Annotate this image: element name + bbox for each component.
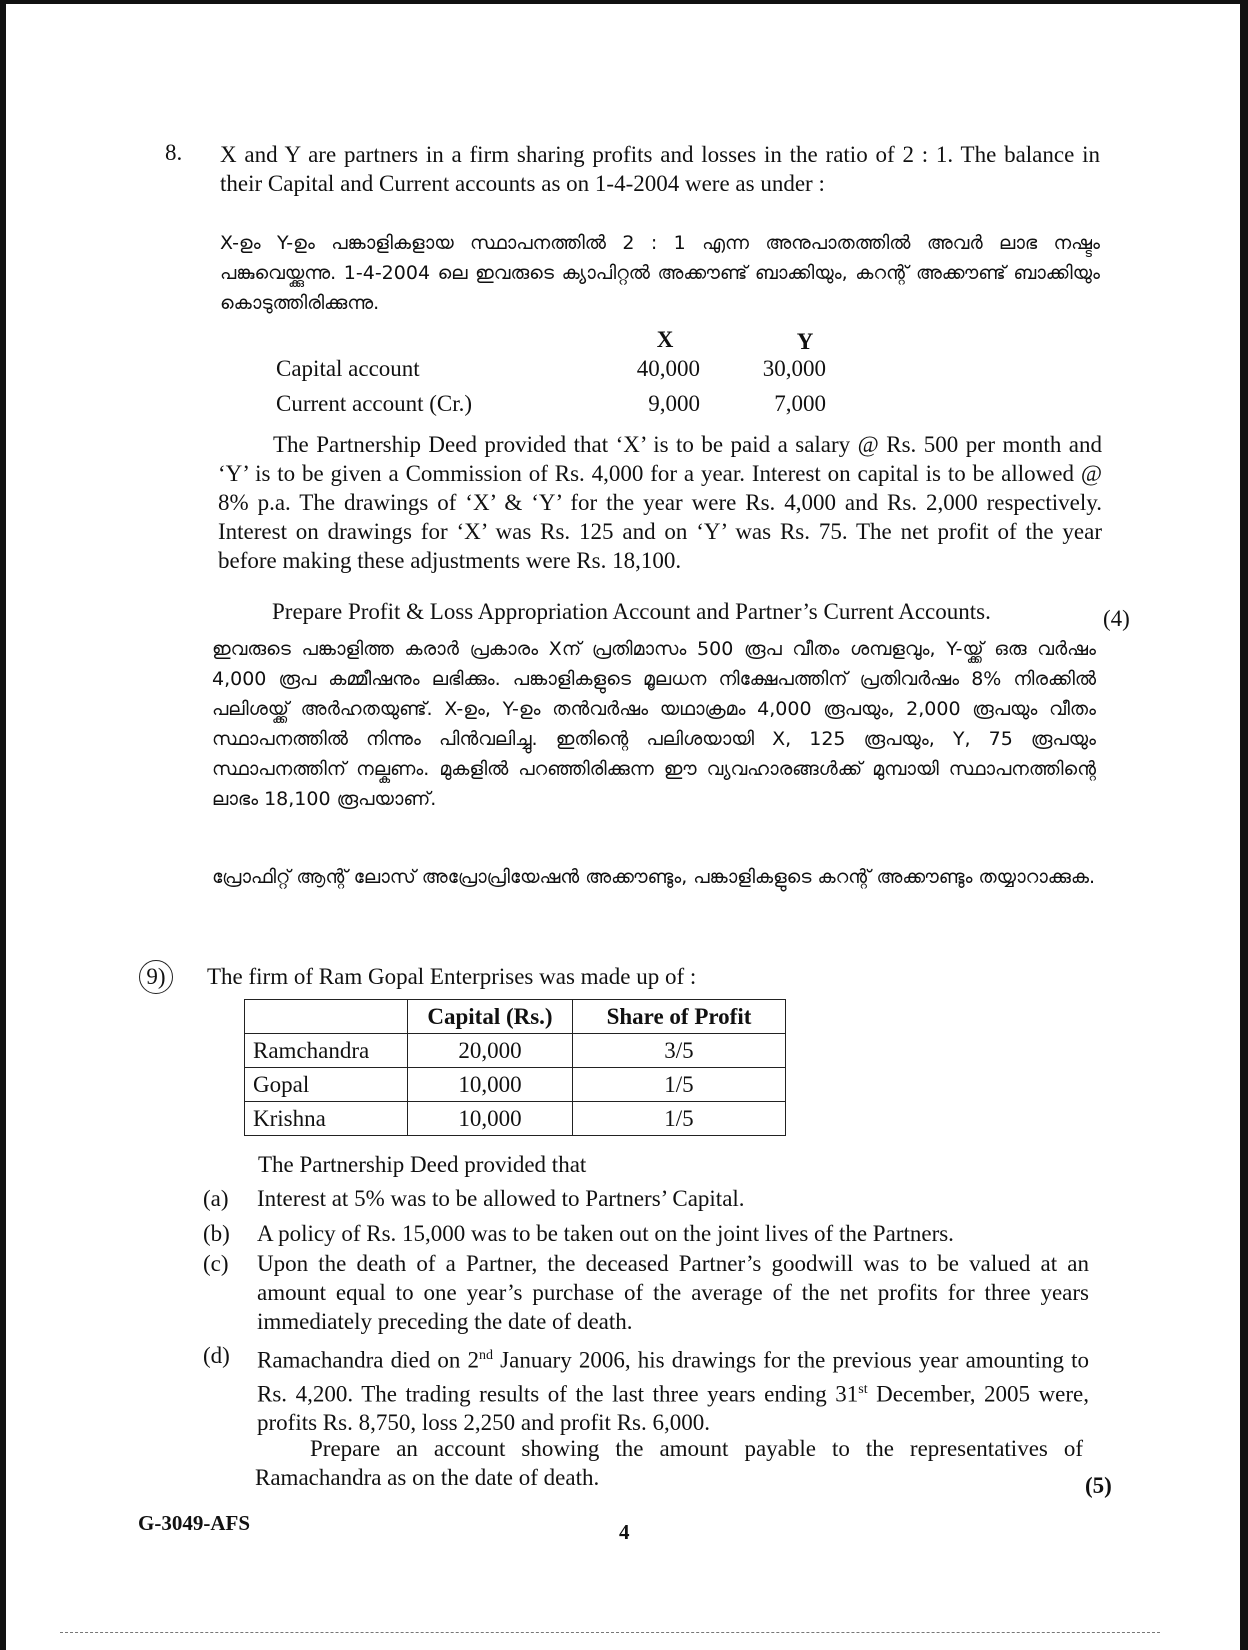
exam-code: G-3049-AFS xyxy=(138,1511,250,1535)
deed-item-text: Interest at 5% was to be allowed to Partners’ Capital. xyxy=(257,1186,745,1211)
table-row xyxy=(245,1102,786,1136)
bottom-scan-line xyxy=(60,1632,1160,1633)
question-9-marks: (5) xyxy=(1085,1473,1112,1498)
accounts-col-x-header: X xyxy=(656,327,674,352)
deed-item-b xyxy=(203,1219,1089,1249)
deed-item-letter: (c) xyxy=(203,1251,229,1276)
deed-item-a xyxy=(203,1184,1089,1214)
question-8-intro-en: X and Y are partners in a firm sharing profits and losses in the ratio of 2 : 1. The balance in their Capital and Current accounts as on 1-4-2004 were as under : xyxy=(220,142,1100,196)
question-9-intro: The firm of Ram Gopal Enterprises was made up of : xyxy=(207,964,697,989)
ordinal-suffix: st xyxy=(858,1381,868,1397)
capital-share-table xyxy=(244,999,786,1136)
partner-capital: 10,000 xyxy=(408,1068,573,1102)
question-9-deed-intro: The Partnership Deed provided that xyxy=(258,1152,587,1177)
table-header-row xyxy=(245,1000,786,1034)
deed-item-text xyxy=(257,1341,1089,1437)
partner-share: 1/5 xyxy=(573,1102,786,1136)
partner-share: 3/5 xyxy=(573,1034,786,1068)
partner-name: Krishna xyxy=(245,1102,408,1136)
capital-account-x: 40,000 xyxy=(636,356,700,381)
partner-share: 1/5 xyxy=(573,1068,786,1102)
deed-item-letter: (b) xyxy=(203,1221,230,1246)
table-row xyxy=(245,1034,786,1068)
question-8-deed-ml: ഇവരുടെ പങ്കാളിത്ത കരാർ പ്രകാരം Xന് പ്രതിമാസം 500 രൂപ വീതം ശമ്പളവും, Y-യ്ക്ക് ഒരു വർഷം 4,000 രൂപ കമ്മീഷനും ലഭിക്കും. പങ്കാളികളുടെ മൂലധന നിക്ഷേപത്തിന് പ്രതിവർഷം 8% നിരക്കിൽ പലിശയ്ക്ക് അർഹതയുണ്ട്. X-ഉം, Y-ഉം തൻവർഷം യഥാക്രമം 4,000 രൂപയും, 2,000 രൂപയും വീതം സ്ഥാപനത്തിൽ നിന്നും പിൻവലിച്ചു. ഇതിന്റെ പലിശയായി X, 125 രൂപയും, Y, 75 രൂപയും സ്ഥാപനത്തിന് നല്കണം. മുകളിൽ പറഞ്ഞിരിക്കുന്ന ഈ വ്യവഹാരങ്ങൾക്ക് മുമ്പായി സ്ഥാപനത്തിന്റെ ലാഭം 18,100 രൂപയാണ്. xyxy=(212,638,1096,810)
page-number: 4 xyxy=(619,1520,630,1544)
accounts-col-y-header: Y xyxy=(796,329,814,354)
current-account-row xyxy=(276,391,836,421)
capital-account-label: Capital account xyxy=(276,356,420,381)
current-account-x: 9,000 xyxy=(648,391,700,416)
partner-capital: 20,000 xyxy=(408,1034,573,1068)
question-8-marks: (4) xyxy=(1103,606,1130,631)
deed-item-d-text-part: Ramachandra died on 2 xyxy=(257,1347,480,1373)
partner-name: Ramchandra xyxy=(245,1034,408,1068)
table-header-capital: Capital (Rs.) xyxy=(408,1000,573,1034)
capital-account-row xyxy=(276,356,836,386)
question-9-number: 9) xyxy=(139,960,173,994)
question-8-deed-en: The Partnership Deed provided that ‘X’ is to be paid a salary @ Rs. 500 per month and ‘Y’ is to be given a Commission of Rs. 4,000 for a year. Interest on capital is to be allowed @ 8% p.a. The drawings of ‘X’ & ‘Y’ for the year were Rs. 4,000 and Rs. 2,000 respectively. Interest on drawings for ‘X’ was Rs. 125 and on ‘Y’ was Rs. 75. The net profit of the year before making these adjustments were Rs. 18,100. xyxy=(218,432,1102,573)
current-account-label: Current account (Cr.) xyxy=(276,391,473,416)
capital-account-y: 30,000 xyxy=(762,356,826,381)
question-9-instruction: Prepare an account showing the amount payable to the representatives of Ramachandra as on the date of death. xyxy=(255,1436,1083,1490)
partner-name: Gopal xyxy=(245,1068,408,1102)
question-8-intro-ml: X-ഉം Y-ഉം പങ്കാളികളായ സ്ഥാപനത്തിൽ 2 : 1 എന്ന അനുപാതത്തിൽ അവർ ലാഭ നഷ്ടം പങ്കുവെയ്ക്കുന്നു. 1-4-2004 ലെ ഇവരുടെ ക്യാപിറ്റൽ അക്കൗണ്ട് ബാക്കിയും, കറന്റ് അക്കൗണ്ട് ബാക്കിയും കൊടുത്തിരിക്കുന്നു. xyxy=(220,232,1100,314)
partner-capital: 10,000 xyxy=(408,1102,573,1136)
deed-item-letter: (a) xyxy=(203,1186,229,1211)
table-row xyxy=(245,1068,786,1102)
deed-item-text: Upon the death of a Partner, the deceased Partner’s goodwill was to be valued at an amount equal to one year’s purchase of the average of the net profits for three years immediately preceding the date of death. xyxy=(257,1251,1089,1334)
deed-item-letter: (d) xyxy=(203,1343,230,1368)
deed-item-c xyxy=(203,1249,1089,1339)
deed-item-d xyxy=(203,1341,1089,1436)
table-header-share: Share of Profit xyxy=(573,1000,786,1034)
deed-item-d-text-part: December, 2005 were, profits Rs. 8,750, loss 2,250 and profit Rs. 6,000. xyxy=(257,1381,1089,1436)
question-8-instruction-en: Prepare Profit & Loss Appropriation Account and Partner’s Current Accounts. xyxy=(272,599,991,624)
deed-item-d-text-part: January 2006, his drawings for the previous year amounting to Rs. 4,200. The trading results of the last three years ending 31 xyxy=(257,1347,1089,1407)
deed-item-text: A policy of Rs. 15,000 was to be taken out on the joint lives of the Partners. xyxy=(257,1221,954,1246)
question-8-number: 8. xyxy=(165,140,183,165)
question-8-instruction-ml: പ്രോഫിറ്റ് ആന്റ് ലോസ് അപ്രോപ്രിയേഷൻ അക്കൗണ്ടും, പങ്കാളികളുടെ കറന്റ് അക്കൗണ്ടും തയ്യാറാക്കുക. xyxy=(212,866,1096,888)
table-header-blank xyxy=(245,1000,408,1034)
current-account-y: 7,000 xyxy=(774,391,826,416)
ordinal-suffix: nd xyxy=(479,1348,494,1363)
